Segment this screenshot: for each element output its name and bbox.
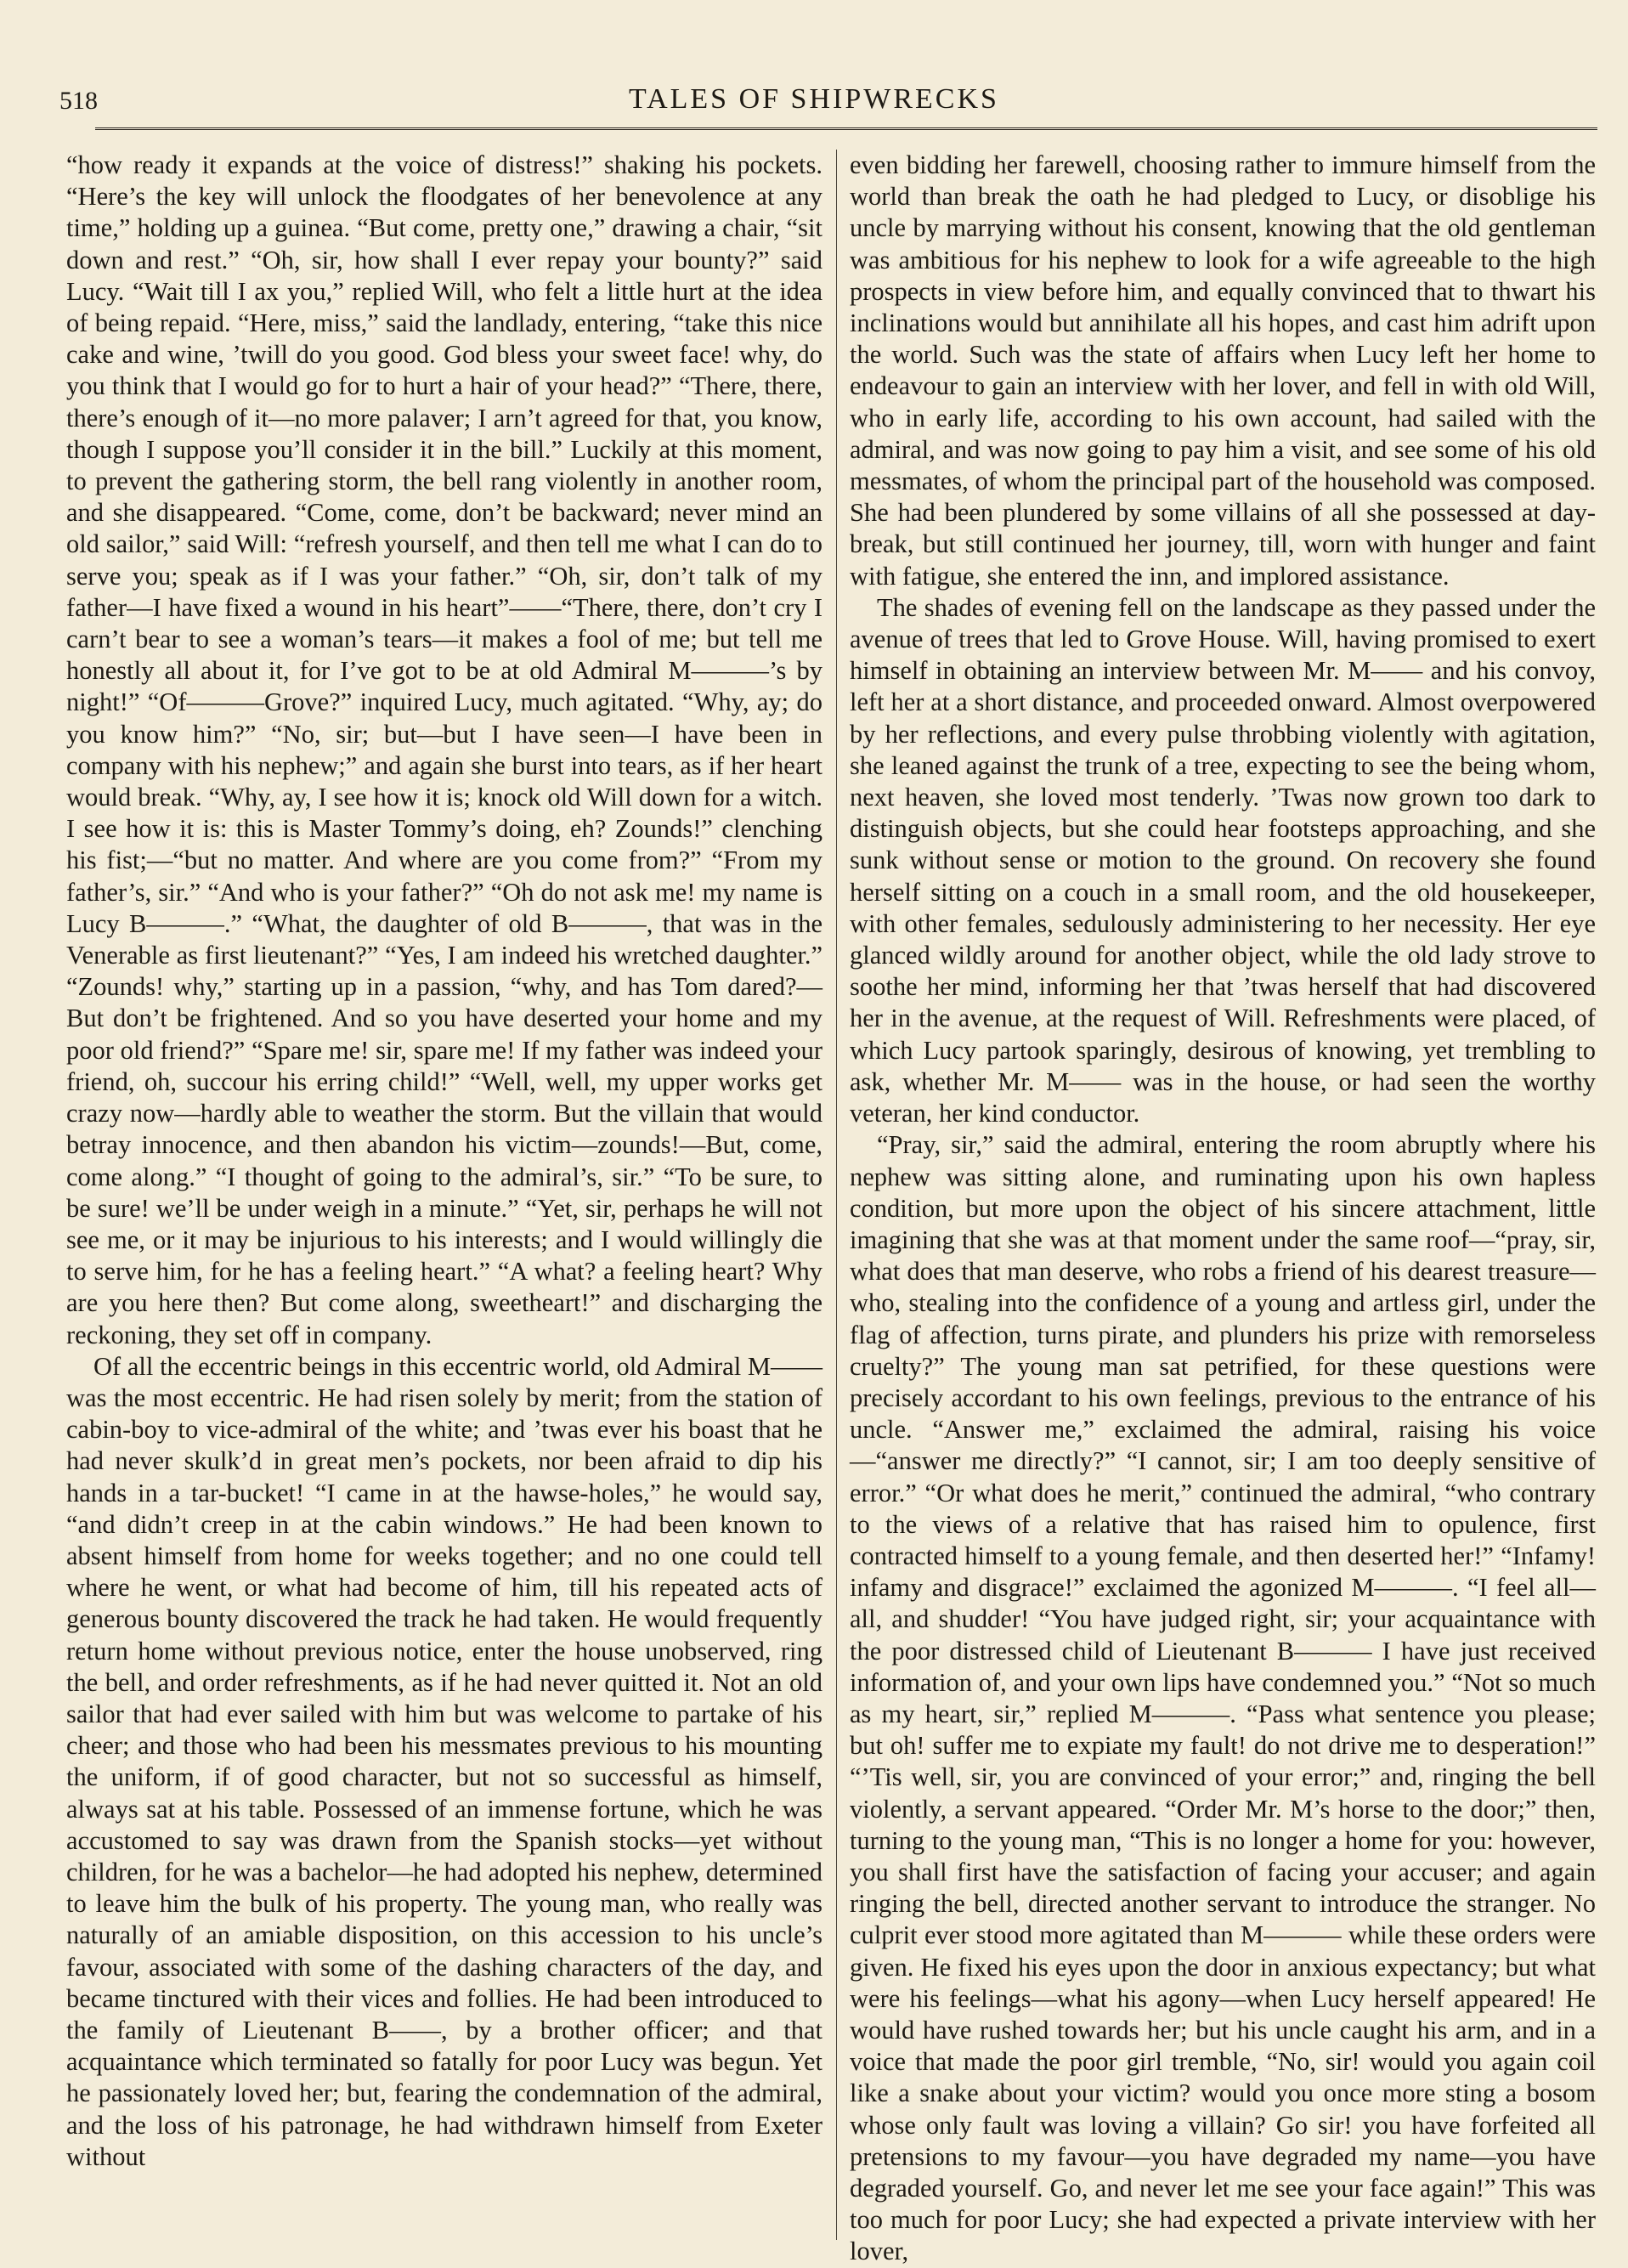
running-title: TALES OF SHIPWRECKS — [629, 83, 999, 115]
left-column — [66, 150, 822, 2240]
paragraph: Of all the eccentric beings in this eccentric world, old Admiral M—— was the most eccentric. He had risen solely by merit; from the station of cabin-boy to vice-admiral of the white; and ’twas ever his boast that he had never skulk’d in great men’s pockets, nor been afraid to dip his hands in a tar-bucket! “I came in at the hawse-holes,” he would say, “and didn’t creep in at the cabin windows.” He had been known to absent himself from home for weeks together; and no one could tell where he went, or what had become of him, till his repeated acts of generous bounty discovered the track he had taken. He would frequently return home without previous notice, enter the house unobserved, ring the bell, and order refreshments, as if he had never quitted it. Not an old sailor that had ever sailed with him but was welcome to partake of his cheer; and those who had been his messmates previous to his mounting the uniform, if of good character, but not so successful as himself, always sat at his table. Possessed of an immense fortune, which he was accustomed to say was drawn from the Spanish stocks—yet without children, for he was a bachelor—he had adopted his nephew, determined to leave him the bulk of his property. The young man, who really was naturally of an amiable disposition, on this accession to his uncle’s favour, associated with some of the dashing characters of the day, and became tinctured with their vices and follies. He had been introduced to the family of Lieutenant B——, by a brother officer; and that acquaintance which terminated so fatally for poor Lucy was begun. Yet he passionately loved her; but, fearing the condemnation of the admiral, and the loss of his patronage, he had withdrawn himself from Exeter without — [66, 1351, 822, 2171]
right-column — [850, 150, 1596, 2266]
column-divider — [836, 150, 837, 2240]
header-rule — [95, 127, 1597, 130]
page-number: 518 — [59, 87, 98, 115]
paragraph: “how ready it expands at the voice of distress!” shaking his pockets. “Here’s the key will unlock the floodgates of her benevolence at any time,” holding up a guinea. “But come, pretty one,” drawing a chair, “sit down and rest.” “Oh, sir, how shall I ever repay your bounty?” said Lucy. “Wait till I ax you,” replied Will, who felt a little hurt at the idea of being repaid. “Here, miss,” said the landlady, entering, “take this nice cake and wine, ’twill do you good. God bless your sweet face! why, do you think that I would go for to hurt a hair of your head?” “There, there, there’s enough of it—no more palaver; I arn’t agreed for that, you know, though I suppose you’ll consider it in the bill.” Luckily at this moment, to prevent the gathering storm, the bell rang violently in another room, and she disappeared. “Come, come, don’t be backward; never mind an old sailor,” said Will: “refresh yourself, and then tell me what I can do to serve you; speak as if I was your father.” “Oh, sir, don’t talk of my father—I have fixed a wound in his heart”——“There, there, don’t cry I carn’t bear to see a woman’s tears—it makes a fool of me; but tell me honestly all about it, for I’ve got to be at old Admiral M———’s by night!” “Of———Grove?” inquired Lucy, much agitated. “Why, ay; do you know him?” “No, sir; but—but I have seen—I have been in company with his nephew;” and again she burst into tears, as if her heart would break. “Why, ay, I see how it is; knock old Will down for a witch. I see how it is: this is Master Tommy’s doing, eh? Zounds!” clenching his fist;—“but no matter. And where are you come from?” “From my father’s, sir.” “And who is your father?” “Oh do not ask me! my name is Lucy B———.” “What, the daughter of old B———, that was in the Venerable as first lieutenant?” “Yes, I am indeed his wretched daughter.” “Zounds! why,” starting up in a passion, “why, and has Tom dared?—But don’t be frightened. And so you have deserted your home and my poor old friend?” “Spare me! sir, spare me! If my father was indeed your friend, oh, succour his erring child!” “Well, well, my upper works get crazy now—hardly able to weather the storm. But the villain that would betray innocence, and then abandon his victim—zounds!—But, come, come along.” “I thought of going to the admiral’s, sir.” “To be sure, to be sure! we’ll be under weigh in a minute.” “Yet, sir, perhaps he will not see me, or it may be injurious to his interests; and I would willingly die to serve him, for he has a feeling heart.” “A what? a feeling heart? Why are you here then? But come along, sweetheart!” and discharging the reckoning, they set off in company. — [66, 150, 822, 1349]
paragraph: The shades of evening fell on the landscape as they passed under the avenue of trees that led to Grove House. Will, having promised to exert himself in obtaining an interview between Mr. M—— and his convoy, left her at a short distance, and proceeded onward. Almost overpowered by her reflections, and every pulse throbbing violently with agitation, she leaned against the trunk of a tree, expecting to see the being whom, next heaven, she loved most tenderly. ’Twas now grown too dark to distinguish objects, but she could hear footsteps approaching, and she sunk without sense or motion to the ground. On recovery she found herself sitting on a couch in a small room, and the old housekeeper, with other females, sedulously administering to her necessity. Her eye glanced wildly around for another object, while the old lady strove to soothe her mind, informing her that ’twas herself that had discovered her in the avenue, at the request of Will. Refreshments were placed, of which Lucy partook sparingly, desirous of knowing, yet trembling to ask, whether Mr. M—— was in the house, or had seen the worthy veteran, her kind conductor. — [850, 592, 1596, 1128]
paragraph: “Pray, sir,” said the admiral, entering the room abruptly where his nephew was sitting alone, and ruminating upon his own hapless condition, but more upon the object of his sincere attachment, little imagining that she was at that moment under the same roof—“pray, sir, what does that man deserve, who robs a friend of his dearest treasure—who, stealing into the confidence of a young and artless girl, under the flag of affection, turns pirate, and plunders his prize with remorseless cruelty?” The young man sat petrified, for these questions were precisely accordant to his own feelings, previous to the entrance of his uncle. “Answer me,” exclaimed the admiral, raising his voice—“answer me directly?” “I cannot, sir; I am too deeply sensitive of error.” “Or what does he merit,” continued the admiral, “who contrary to the views of a relative that has raised him to opulence, first contracted himself to a young female, and then deserted her!” “Infamy! infamy and disgrace!” exclaimed the agonized M———. “I feel all—all, and shudder! “You have judged right, sir; your acquaintance with the poor distressed child of Lieutenant B——— I have just received information of, and your own lips have condemned you.” “Not so much as my heart, sir,” replied M———. “Pass what sentence you please; but oh! suffer me to expiate my fault! do not drive me to desperation!” “’Tis well, sir, you are convinced of your error;” and, ringing the bell violently, a servant appeared. “Order Mr. M’s horse to the door;” then, turning to the young man, “This is no longer a home for you: however, you shall first have the satisfaction of facing your accuser; and again ringing the bell, directed another servant to introduce the stranger. No culprit ever stood more agitated than M——— while these orders were given. He fixed his eyes upon the door in anxious expectancy; but what were his feelings—what his agony—when Lucy herself appeared! He would have rushed towards her; but his uncle caught his arm, and in a voice that made the poor girl tremble, “No, sir! would you again coil like a snake about your victim? would you once more sting a bosom whose only fault was loving a villain? Go sir! you have forfeited all pretensions to my favour—you have degraded my name—you have degraded yourself. Go, and never let me see your face again!” This was too much for poor Lucy; she had expected a private interview with her lover, — [850, 1130, 1596, 2266]
paragraph: even bidding her farewell, choosing rather to immure himself from the world than break the oath he had pledged to Lucy, or disoblige his uncle by marrying without his consent, knowing that the old gentleman was ambitious for his nephew to look for a wife agreeable to the high prospects in view before him, and equally convinced that to thwart his inclinations would but annihilate all his hopes, and cast him adrift upon the world. Such was the state of affairs when Lucy left her home to endeavour to gain an interview with her lover, and fell in with old Will, who in early life, according to his own account, had sailed with the admiral, and was now going to pay him a visit, and see some of his old messmates, of whom the principal part of the household was composed. She had been plundered by some villains of all she possessed at day-break, but still continued her journey, till, worn with hunger and faint with fatigue, she entered the inn, and implored assistance. — [850, 150, 1596, 591]
